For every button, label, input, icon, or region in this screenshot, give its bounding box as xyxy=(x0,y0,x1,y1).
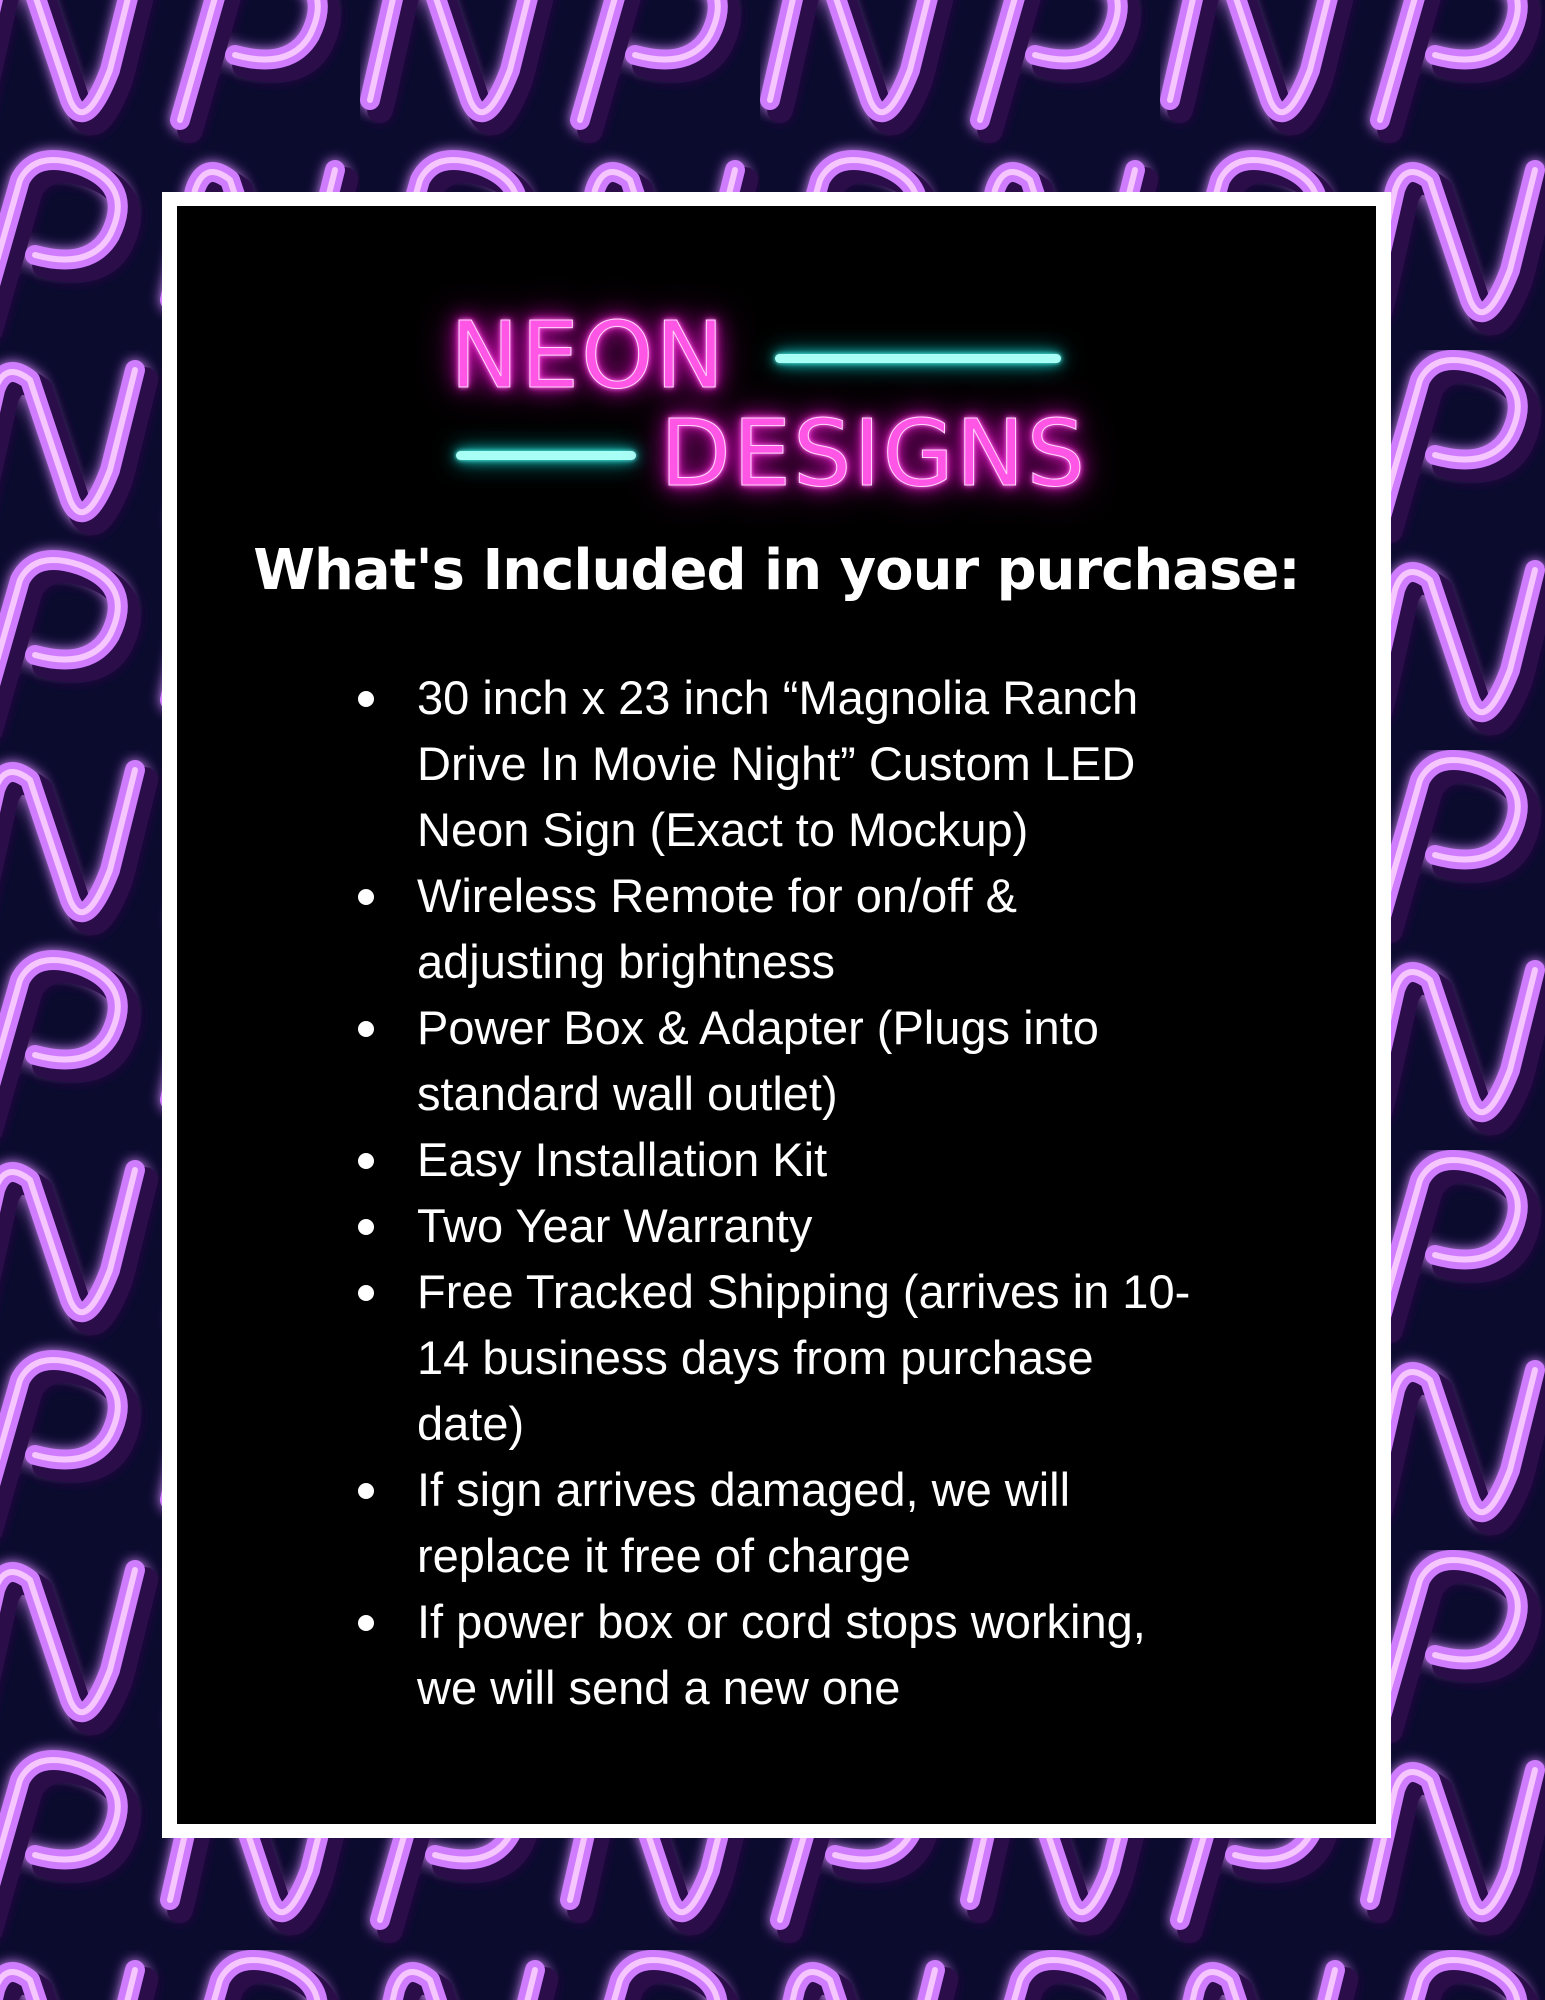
list-item xyxy=(350,1457,1210,1589)
list-item-text: Easy Installation Kit xyxy=(417,1133,828,1186)
list-item-text: Two Year Warranty xyxy=(417,1199,813,1252)
logo-word-neon: NEON xyxy=(450,302,727,409)
list-item xyxy=(350,995,1210,1127)
logo-cyan-bar-bottom xyxy=(456,451,636,460)
list-item-text: Free Tracked Shipping (arrives in 10-14 business days from purchase date) xyxy=(417,1265,1191,1450)
list-item-text: If sign arrives damaged, we will replace it free of charge xyxy=(417,1463,1071,1582)
list-item-text: Power Box & Adapter (Plugs into standard wall outlet) xyxy=(417,1001,1099,1120)
list-item xyxy=(350,1259,1210,1457)
list-item-text: 30 inch x 23 inch “Magnolia Ranch Drive In Movie Night” Custom LED Neon Sign (Exact to Mockup) xyxy=(417,671,1139,856)
bullet-icon xyxy=(358,1615,374,1631)
bullet-icon xyxy=(358,889,374,905)
list-item xyxy=(350,1193,1210,1259)
list-item xyxy=(350,863,1210,995)
list-item-text: Wireless Remote for on/off & adjusting brightness xyxy=(417,869,1017,988)
bullet-icon xyxy=(358,1219,374,1235)
list-item-text: If power box or cord stops working, we will send a new one xyxy=(417,1595,1146,1714)
logo-cyan-bar-top xyxy=(775,354,1061,363)
bullet-icon xyxy=(358,1483,374,1499)
logo-word-designs: DESIGNS xyxy=(660,400,1088,507)
bullet-icon xyxy=(358,691,374,707)
included-items-list xyxy=(350,665,1210,1721)
list-item xyxy=(350,1127,1210,1193)
bullet-icon xyxy=(358,1153,374,1169)
list-item xyxy=(350,1589,1210,1721)
bullet-icon xyxy=(358,1285,374,1301)
list-item xyxy=(350,665,1210,863)
page-title: What's Included in your purchase: xyxy=(253,538,1300,603)
neon-designs-logo xyxy=(420,290,1100,520)
bullet-icon xyxy=(358,1021,374,1037)
